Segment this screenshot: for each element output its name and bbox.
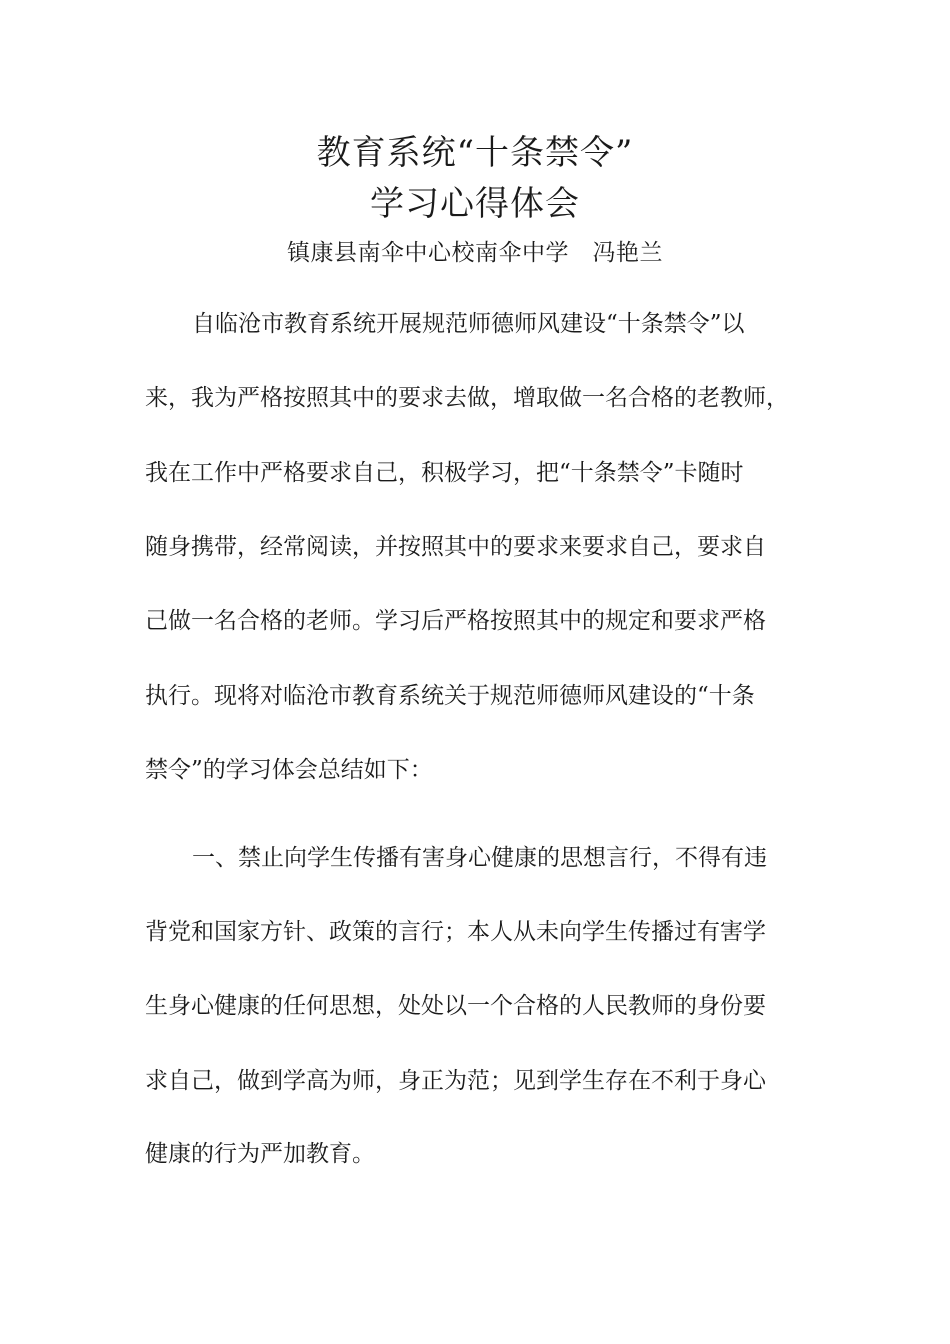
paragraph-1-line-1: 自临沧市教育系统开展规范师德师风建设“十条禁令”以	[192, 311, 745, 337]
paragraph-1-line-3: 我在工作中严格要求自己，积极学习，把“十条禁令”卡随时	[145, 460, 744, 486]
paragraph-2-line-3: 生身心健康的任何思想，处处以一个合格的人民教师的身份要	[145, 993, 766, 1019]
document-title-line-2: 学习心得体会	[370, 184, 580, 224]
document-title-line-1: 教育系统“十条禁令”	[316, 133, 634, 173]
paragraph-1-line-4: 随身携带，经常阅读，并按照其中的要求来要求自己，要求自	[145, 534, 766, 560]
paragraph-2-line-5: 健康的行为严加教育。	[145, 1141, 375, 1167]
paragraph-2-line-4: 求自己，做到学高为师，身正为范；见到学生存在不利于身心	[145, 1068, 766, 1094]
paragraph-2-line-1: 一、禁止向学生传播有害身心健康的思想言行，不得有违	[192, 845, 767, 871]
paragraph-1-line-5: 己做一名合格的老师。学习后严格按照其中的规定和要求严格	[145, 608, 766, 634]
paragraph-1-line-6: 执行。现将对临沧市教育系统关于规范师德师风建设的“十条	[145, 683, 755, 709]
author-byline: 镇康县南伞中心校南伞中学 冯艳兰	[287, 240, 663, 266]
paragraph-2-line-2: 背党和国家方针、政策的言行；本人从未向学生传播过有害学	[145, 919, 766, 945]
paragraph-1-line-7: 禁令”的学习体会总结如下：	[145, 757, 433, 783]
paragraph-1-line-2: 来，我为严格按照其中的要求去做，增取做一名合格的老教师，	[145, 385, 789, 411]
